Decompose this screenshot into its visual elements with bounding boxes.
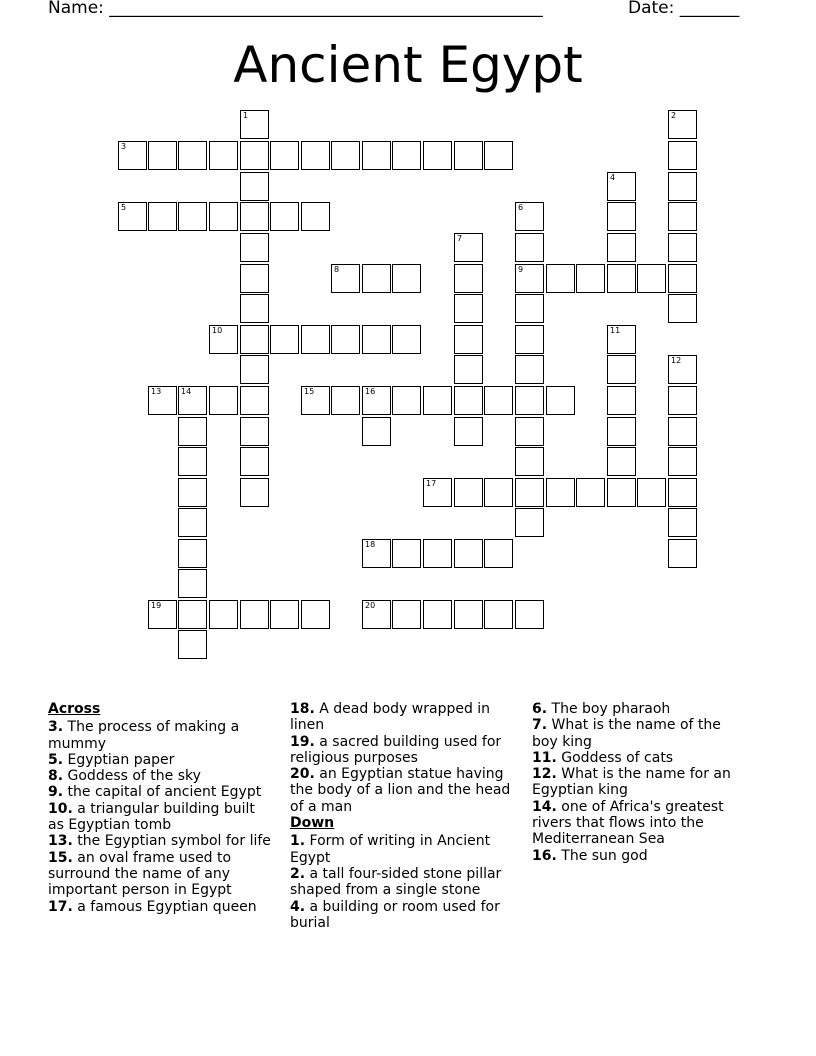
grid-cell[interactable] [178,478,207,507]
clue-number: 6 [518,203,524,212]
clues-column-2 [290,701,522,931]
clue-item-text: a tall four-sided stone pillar shaped from a single stone [290,865,502,899]
grid-cell[interactable] [637,264,666,293]
grid-cell[interactable] [668,539,697,568]
clue-number: 20 [365,601,376,610]
grid-cell[interactable] [454,325,483,354]
grid-cell[interactable] [392,141,421,170]
grid-cell[interactable] [515,386,544,415]
clue-item [532,848,747,864]
grid-cell[interactable] [515,233,544,262]
across-clue-list [48,719,273,915]
clue-item [290,899,522,932]
grid-cell[interactable] [270,325,299,354]
grid-cell[interactable] [240,233,269,262]
clue-item-number: 10. [48,800,73,817]
grid-cell[interactable] [148,202,177,231]
grid-cell[interactable] [515,447,544,476]
clue-item-number: 17. [48,898,73,915]
grid-cell[interactable] [148,600,177,629]
grid-cell[interactable] [301,325,330,354]
clue-item-number: 9. [48,784,64,801]
clue-number: 8 [334,265,340,274]
grid-cell[interactable] [301,600,330,629]
grid-cell[interactable] [301,386,330,415]
grid-cell[interactable] [178,202,207,231]
clue-item [48,899,273,915]
grid-cell[interactable] [178,417,207,446]
grid-cell[interactable] [484,600,513,629]
grid-cell[interactable] [178,447,207,476]
clue-item [290,734,522,767]
grid-cell[interactable] [607,447,636,476]
clue-item-text: a sacred building used for religious purposes [290,733,502,766]
clue-item-number: 1. [290,833,306,850]
clue-item [290,833,522,866]
grid-cell[interactable] [270,202,299,231]
grid-cell[interactable] [668,141,697,170]
clue-number: 16 [365,387,376,396]
grid-cell[interactable] [607,172,636,201]
clue-item [532,701,747,717]
clue-item [48,801,273,834]
clue-item-number: 15. [48,849,73,866]
grid-cell[interactable] [423,478,452,507]
clue-item-text: a famous Egyptian queen [72,898,257,915]
clue-item-text: an oval frame used to surround the name of any important person in Egypt [48,849,232,899]
clue-item [290,766,522,815]
grid-cell[interactable] [240,600,269,629]
date-field-label: Date: _______ [628,0,740,18]
clue-item-text: Goddess of cats [556,749,674,766]
clue-item-text: the Egyptian symbol for life [72,833,271,850]
clue-item-text: a building or room used for burial [290,898,500,931]
grid-cell[interactable] [331,264,360,293]
clue-number: 4 [610,173,616,182]
clue-item-number: 19. [290,733,315,750]
grid-cell[interactable] [484,539,513,568]
clue-item [532,766,747,799]
grid-cell[interactable] [515,355,544,384]
grid-cell[interactable] [454,478,483,507]
grid-cell[interactable] [209,600,238,629]
clue-item [290,701,522,734]
grid-cell[interactable] [240,417,269,446]
clue-item-number: 12. [532,766,557,783]
clue-item-number: 18. [290,701,315,717]
grid-cell[interactable] [362,386,391,415]
clues-column-3 [532,701,747,864]
grid-cell[interactable] [668,386,697,415]
grid-cell[interactable] [454,233,483,262]
grid-cell[interactable] [454,264,483,293]
grid-cell[interactable] [209,325,238,354]
clue-item-number: 3. [48,719,64,736]
grid-cell[interactable] [454,600,483,629]
clue-item-number: 11. [532,749,557,766]
grid-cell[interactable] [331,325,360,354]
clue-item-number: 16. [532,847,557,864]
clue-item-text: Egyptian paper [63,751,175,768]
clue-number: 13 [151,387,162,396]
grid-cell[interactable] [637,478,666,507]
grid-cell[interactable] [546,264,575,293]
grid-cell[interactable] [668,294,697,323]
grid-cell[interactable] [240,386,269,415]
down-heading: Down [290,815,335,832]
clue-item-number: 4. [290,898,306,915]
grid-cell[interactable] [668,233,697,262]
grid-cell[interactable] [240,325,269,354]
grid-cell[interactable] [209,202,238,231]
clue-number: 2 [671,111,677,120]
grid-cell[interactable] [362,539,391,568]
grid-cell[interactable] [270,141,299,170]
grid-cell[interactable] [331,141,360,170]
clue-item [48,752,273,768]
grid-cell[interactable] [362,600,391,629]
grid-cell[interactable] [454,386,483,415]
clue-item-text: Goddess of the sky [63,768,201,785]
grid-cell[interactable] [423,539,452,568]
grid-cell[interactable] [240,355,269,384]
grid-cell[interactable] [607,202,636,231]
grid-cell[interactable] [118,202,147,231]
grid-cell[interactable] [209,141,238,170]
grid-cell[interactable] [178,508,207,537]
clue-number: 5 [121,203,127,212]
clue-item-number: 2. [290,865,306,882]
grid-cell[interactable] [484,386,513,415]
clue-item-number: 5. [48,751,64,768]
grid-cell[interactable] [301,202,330,231]
page-title: Ancient Egypt [233,36,583,94]
grid-cell[interactable] [178,630,207,659]
clue-number: 15 [304,387,315,396]
grid-cell[interactable] [668,110,697,139]
clue-number: 10 [212,326,223,335]
grid-cell[interactable] [607,264,636,293]
grid-cell[interactable] [240,202,269,231]
clue-item-number: 20. [290,766,315,783]
clue-number: 12 [671,356,682,365]
clue-number: 1 [243,111,249,120]
grid-cell[interactable] [607,417,636,446]
grid-cell[interactable] [362,417,391,446]
clue-number: 11 [610,326,621,335]
clue-item-text: Form of writing in Ancient Egypt [290,833,491,866]
grid-cell[interactable] [576,478,605,507]
grid-cell[interactable] [362,264,391,293]
grid-cell[interactable] [607,478,636,507]
clue-item-number: 13. [48,833,73,850]
grid-cell[interactable] [668,447,697,476]
clue-item-text: a triangular building built as Egyptian tomb [48,800,255,834]
grid-cell[interactable] [454,417,483,446]
clue-item [48,768,273,784]
grid-cell[interactable] [178,569,207,598]
clue-item [532,799,747,848]
clue-item-text: A dead body wrapped in linen [290,701,491,734]
grid-cell[interactable] [423,600,452,629]
grid-cell[interactable] [454,141,483,170]
clue-item-text: an Egyptian statue having the body of a lion and the head of a man [290,766,511,815]
clue-item [48,833,273,849]
grid-cell[interactable] [240,141,269,170]
across-clue-list-continued [290,701,522,815]
clue-item [290,866,522,899]
clue-number: 14 [181,387,192,396]
grid-cell[interactable] [362,141,391,170]
grid-cell[interactable] [454,355,483,384]
clue-item-text: The boy pharaoh [547,701,671,717]
grid-cell[interactable] [178,539,207,568]
grid-cell[interactable] [240,264,269,293]
grid-cell[interactable] [668,202,697,231]
grid-cell[interactable] [148,141,177,170]
clue-item [48,784,273,800]
grid-cell[interactable] [515,478,544,507]
grid-cell[interactable] [576,264,605,293]
clue-number: 17 [426,479,437,488]
grid-cell[interactable] [515,325,544,354]
grid-cell[interactable] [362,325,391,354]
grid-cell[interactable] [392,600,421,629]
grid-cell[interactable] [668,508,697,537]
clue-number: 7 [457,234,463,243]
grid-cell[interactable] [484,141,513,170]
grid-cell[interactable] [607,233,636,262]
grid-cell[interactable] [240,447,269,476]
grid-cell[interactable] [607,325,636,354]
grid-cell[interactable] [515,508,544,537]
clue-item-number: 14. [532,798,557,815]
grid-cell[interactable] [392,386,421,415]
clue-item-text: the capital of ancient Egypt [63,784,262,801]
grid-cell[interactable] [240,110,269,139]
grid-cell[interactable] [546,386,575,415]
down-clue-list [290,833,522,931]
grid-cell[interactable] [392,539,421,568]
grid-cell[interactable] [668,355,697,384]
grid-cell[interactable] [515,417,544,446]
grid-cell[interactable] [178,141,207,170]
clue-item [532,717,747,750]
clues-column-1 [48,701,273,915]
clue-item [532,750,747,766]
across-heading: Across [48,701,101,717]
grid-cell[interactable] [209,386,238,415]
grid-cell[interactable] [484,478,513,507]
grid-cell[interactable] [240,294,269,323]
grid-cell[interactable] [454,539,483,568]
grid-cell[interactable] [668,172,697,201]
grid-cell[interactable] [178,386,207,415]
name-field-label: Name: ___________________________________________________ [48,0,543,18]
grid-cell[interactable] [668,478,697,507]
grid-cell[interactable] [515,294,544,323]
grid-cell[interactable] [423,386,452,415]
clue-item-text: one of Africa's greatest rivers that flows into the Mediterranean Sea [532,798,724,848]
grid-cell[interactable] [668,417,697,446]
clue-number: 19 [151,601,162,610]
grid-cell[interactable] [301,141,330,170]
grid-cell[interactable] [331,386,360,415]
grid-cell[interactable] [240,478,269,507]
clue-number: 18 [365,540,376,549]
clue-item [48,850,273,899]
grid-cell[interactable] [392,264,421,293]
clue-item-text: The sun god [556,847,648,864]
grid-cell[interactable] [515,264,544,293]
grid-cell[interactable] [118,141,147,170]
grid-cell[interactable] [454,294,483,323]
clue-number: 3 [121,142,127,151]
clue-item-text: The process of making a mummy [48,719,240,752]
clue-number: 9 [518,265,524,274]
grid-cell[interactable] [240,172,269,201]
grid-cell[interactable] [607,355,636,384]
down-clue-list-continued [532,701,747,864]
grid-cell[interactable] [392,325,421,354]
clue-item-number: 8. [48,768,64,785]
grid-cell[interactable] [515,600,544,629]
clue-item-text: What is the name of the boy king [532,717,721,750]
clue-item [48,719,273,752]
grid-cell[interactable] [607,386,636,415]
grid-cell[interactable] [148,386,177,415]
grid-cell[interactable] [423,141,452,170]
grid-cell[interactable] [178,600,207,629]
grid-cell[interactable] [270,600,299,629]
grid-cell[interactable] [668,264,697,293]
grid-cell[interactable] [515,202,544,231]
clue-item-text: What is the name for an Egyptian king [532,766,731,799]
grid-cell[interactable] [546,478,575,507]
clue-item-number: 6. [532,701,548,717]
clue-item-number: 7. [532,717,548,734]
